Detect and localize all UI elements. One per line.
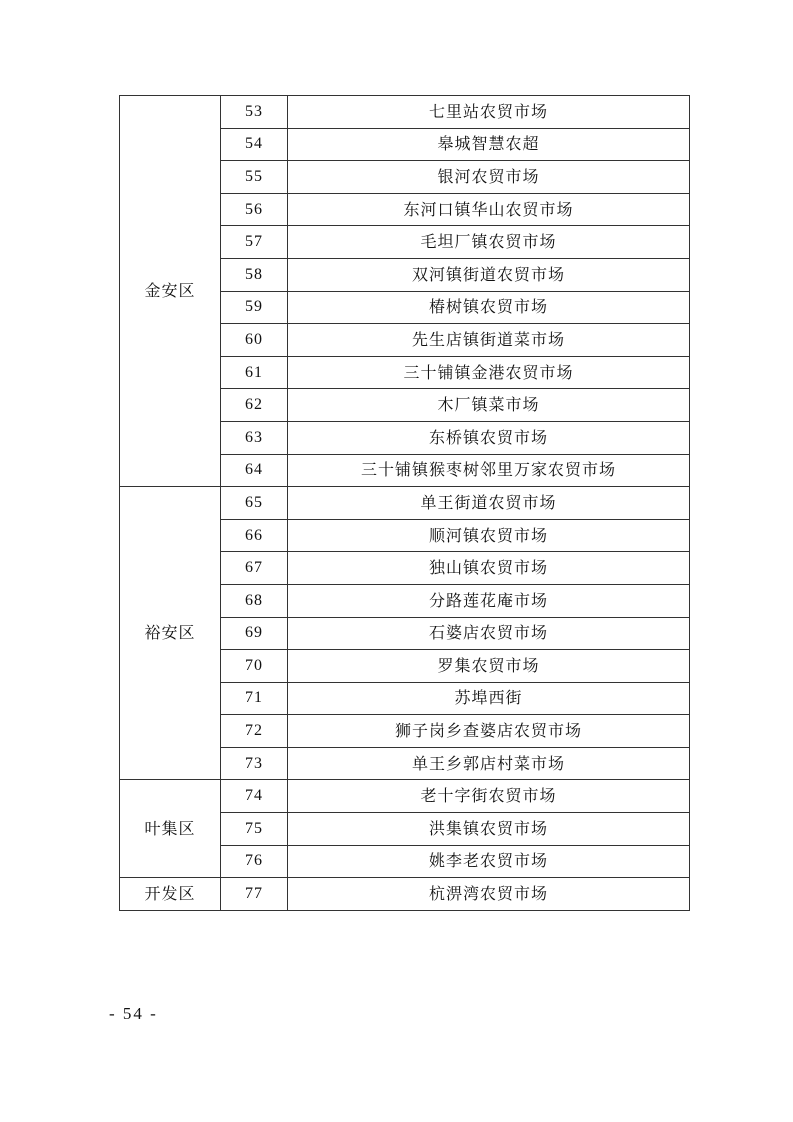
market-name-cell: 顺河镇农贸市场 bbox=[288, 519, 690, 552]
district-cell: 叶集区 bbox=[120, 780, 221, 878]
market-list-body bbox=[120, 96, 690, 911]
page-number: - 54 - bbox=[109, 1004, 158, 1023]
row-number-cell: 60 bbox=[221, 324, 288, 357]
row-number-cell: 55 bbox=[221, 161, 288, 194]
row-number-cell: 59 bbox=[221, 291, 288, 324]
row-number-cell: 74 bbox=[221, 780, 288, 813]
market-name-cell: 狮子岗乡查婆店农贸市场 bbox=[288, 715, 690, 748]
row-number-cell: 57 bbox=[221, 226, 288, 259]
market-name-cell: 椿树镇农贸市场 bbox=[288, 291, 690, 324]
market-name-cell: 单王街道农贸市场 bbox=[288, 487, 690, 520]
row-number-cell: 70 bbox=[221, 650, 288, 683]
row-number-cell: 69 bbox=[221, 617, 288, 650]
row-number-cell: 77 bbox=[221, 878, 288, 911]
market-name-cell: 杭淠湾农贸市场 bbox=[288, 878, 690, 911]
table-row bbox=[120, 780, 690, 813]
district-cell: 开发区 bbox=[120, 878, 221, 911]
market-name-cell: 石婆店农贸市场 bbox=[288, 617, 690, 650]
market-name-cell: 苏埠西街 bbox=[288, 682, 690, 715]
row-number-cell: 71 bbox=[221, 682, 288, 715]
market-name-cell: 七里站农贸市场 bbox=[288, 96, 690, 129]
table-row bbox=[120, 878, 690, 911]
row-number-cell: 56 bbox=[221, 193, 288, 226]
market-name-cell: 三十铺镇金港农贸市场 bbox=[288, 356, 690, 389]
market-name-cell: 独山镇农贸市场 bbox=[288, 552, 690, 585]
row-number-cell: 68 bbox=[221, 584, 288, 617]
table-row bbox=[120, 487, 690, 520]
row-number-cell: 75 bbox=[221, 813, 288, 846]
market-name-cell: 东河口镇华山农贸市场 bbox=[288, 193, 690, 226]
row-number-cell: 64 bbox=[221, 454, 288, 487]
market-name-cell: 先生店镇街道菜市场 bbox=[288, 324, 690, 357]
row-number-cell: 76 bbox=[221, 845, 288, 878]
market-list-table bbox=[119, 95, 690, 911]
row-number-cell: 53 bbox=[221, 96, 288, 129]
row-number-cell: 73 bbox=[221, 747, 288, 780]
market-name-cell: 罗集农贸市场 bbox=[288, 650, 690, 683]
market-name-cell: 东桥镇农贸市场 bbox=[288, 421, 690, 454]
market-name-cell: 银河农贸市场 bbox=[288, 161, 690, 194]
market-name-cell: 三十铺镇猴枣树邻里万家农贸市场 bbox=[288, 454, 690, 487]
row-number-cell: 58 bbox=[221, 258, 288, 291]
market-name-cell: 老十字街农贸市场 bbox=[288, 780, 690, 813]
row-number-cell: 67 bbox=[221, 552, 288, 585]
market-name-cell: 毛坦厂镇农贸市场 bbox=[288, 226, 690, 259]
row-number-cell: 65 bbox=[221, 487, 288, 520]
row-number-cell: 66 bbox=[221, 519, 288, 552]
market-name-cell: 双河镇街道农贸市场 bbox=[288, 258, 690, 291]
market-name-cell: 姚李老农贸市场 bbox=[288, 845, 690, 878]
district-cell: 裕安区 bbox=[120, 487, 221, 780]
table-row bbox=[120, 96, 690, 129]
market-name-cell: 洪集镇农贸市场 bbox=[288, 813, 690, 846]
row-number-cell: 72 bbox=[221, 715, 288, 748]
district-cell: 金安区 bbox=[120, 96, 221, 487]
row-number-cell: 54 bbox=[221, 128, 288, 161]
market-name-cell: 单王乡郭店村菜市场 bbox=[288, 747, 690, 780]
row-number-cell: 63 bbox=[221, 421, 288, 454]
row-number-cell: 61 bbox=[221, 356, 288, 389]
market-name-cell: 木厂镇菜市场 bbox=[288, 389, 690, 422]
market-name-cell: 皋城智慧农超 bbox=[288, 128, 690, 161]
market-name-cell: 分路莲花庵市场 bbox=[288, 584, 690, 617]
row-number-cell: 62 bbox=[221, 389, 288, 422]
